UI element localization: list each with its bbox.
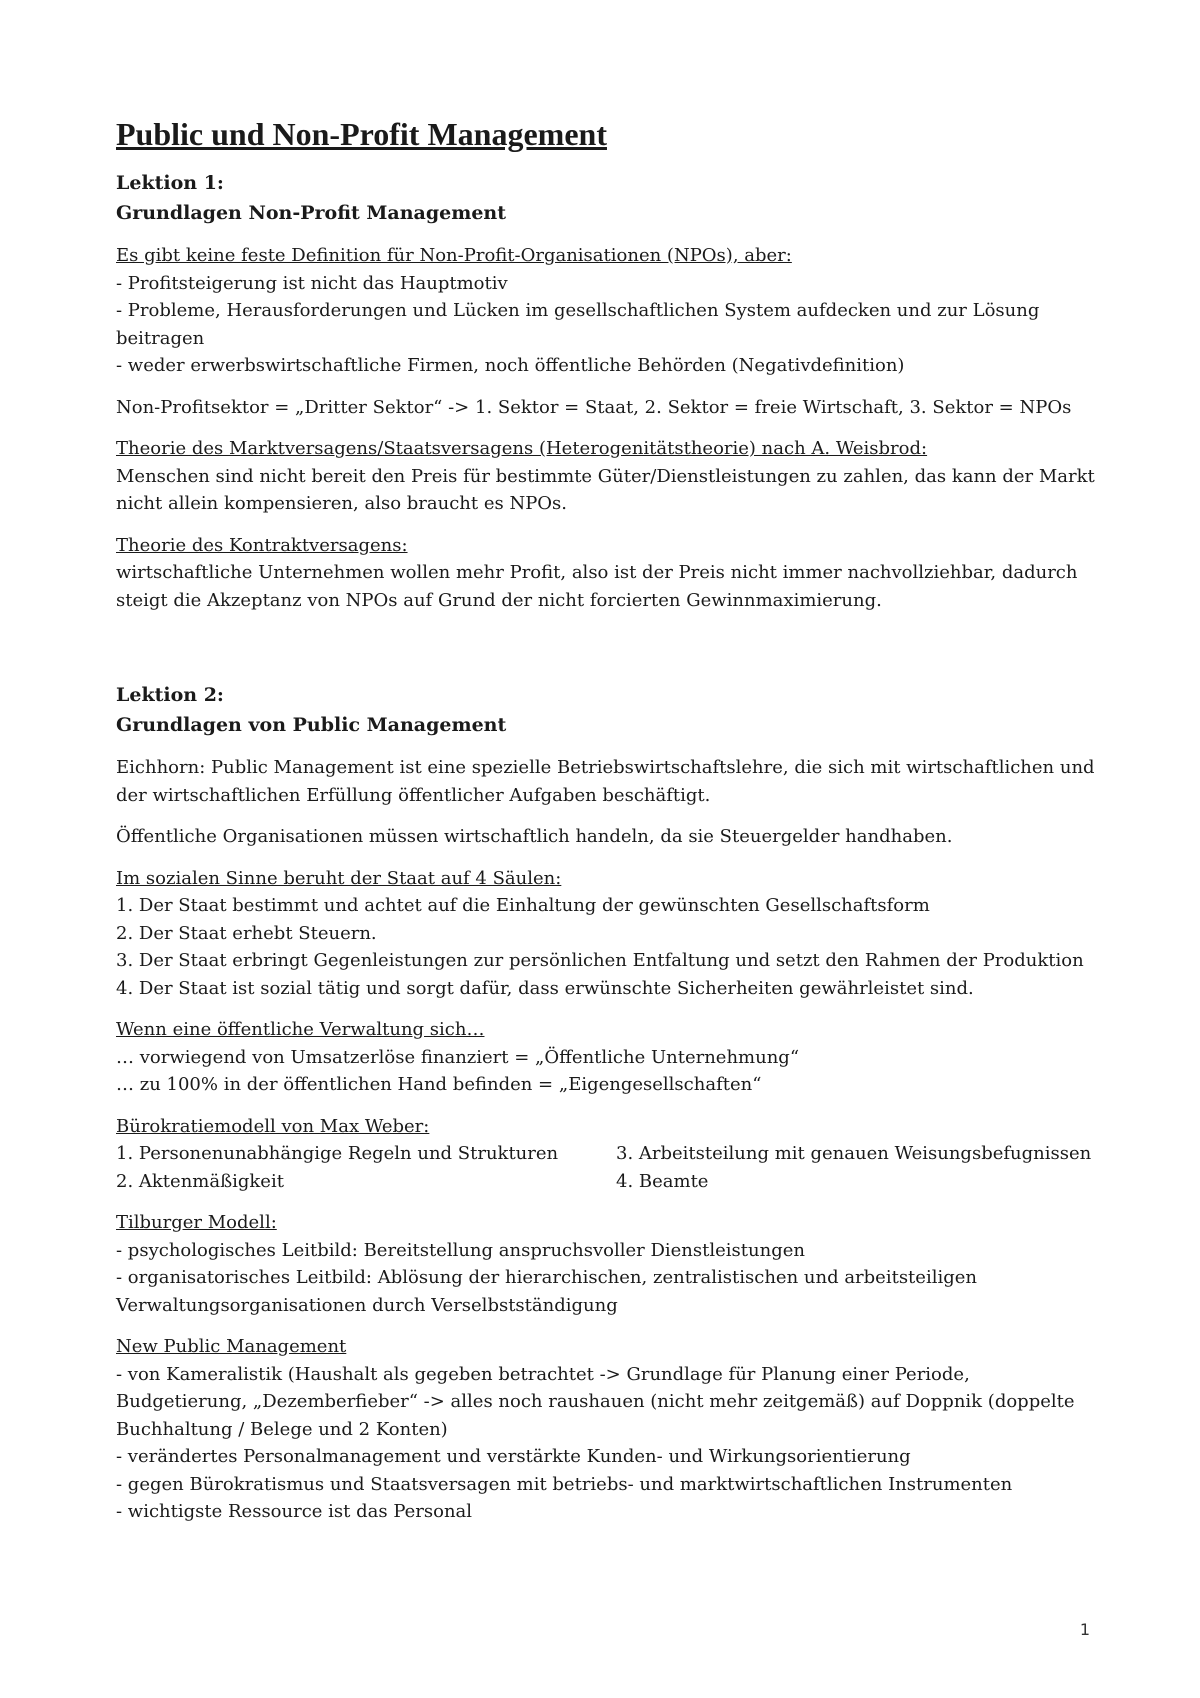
weber-item: 4. Beamte: [616, 1170, 709, 1192]
eichhorn-block: [116, 754, 1106, 809]
admin-heading: Wenn eine öffentliche Verwaltung sich…: [116, 1019, 485, 1040]
weber-block: [116, 1113, 1106, 1196]
pillar-item: 3. Der Staat erbringt Gegenleistungen zur persönlichen Entfaltung und setzt den Rahmen der Produktion: [116, 950, 1084, 971]
sector-block: [116, 394, 1106, 422]
sector-line: Non-Profitsektor = „Dritter Sektor“ -> 1. Sektor = Staat, 2. Sektor = freie Wirtschaft, 3. Sektor = NPOs: [116, 396, 1072, 418]
page-number: 1: [1079, 1620, 1090, 1639]
section-spacer: [116, 628, 1106, 680]
tilburg-line: - psychologisches Leitbild: Bereitstellung anspruchsvoller Dienstleistungen: [116, 1239, 805, 1261]
npm-block: [116, 1333, 1106, 1526]
definition-line: - Profitsteigerung ist nicht das Hauptmotiv: [116, 272, 508, 294]
lesson-subtitle: Grundlagen von Public Management: [116, 714, 507, 736]
definition-block: [116, 242, 1106, 380]
tilburg-block: [116, 1209, 1106, 1319]
admin-line: … zu 100% in der öffentlichen Hand befinden = „Eigengesellschaften“: [116, 1074, 762, 1095]
eichhorn-text: Eichhorn: Public Management ist eine spezielle Betriebswirtschaftslehre, die sich mit wirtschaftlichen und der wirtschaftlichen Erfüllung öffentlicher Aufgaben beschäftigt.: [116, 757, 1095, 806]
contract-failure-text: wirtschaftliche Unternehmen wollen mehr Profit, also ist der Preis nicht immer nachvollziehbar, dadurch steigt die Akzeptanz von NPOs auf Grund der nicht forcierten Gewinnmaximierung.: [116, 562, 1078, 611]
market-failure-heading: Theorie des Marktversagens/Staatsversagens (Heterogenitätstheorie) nach A. Weisbrod:: [116, 438, 928, 459]
contract-failure-heading: Theorie des Kontraktversagens:: [116, 534, 408, 556]
weber-item: 3. Arbeitsteilung mit genauen Weisungsbefugnissen: [616, 1143, 1092, 1164]
pillars-heading: Im sozialen Sinne beruht der Staat auf 4 Säulen:: [116, 867, 562, 889]
weber-item: 2. Aktenmäßigkeit: [116, 1170, 284, 1192]
weber-items-grid: [116, 1140, 1106, 1195]
definition-heading: Es gibt keine feste Definition für Non-Profit-Organisationen (NPOs), aber:: [116, 245, 792, 266]
lesson-subtitle: Grundlagen Non-Profit Management: [116, 202, 507, 224]
market-failure-block: [116, 435, 1106, 518]
lesson-label: Lektion 1:: [116, 172, 224, 194]
npm-line: - wichtigste Ressource ist das Personal: [116, 1501, 473, 1522]
admin-line: … vorwiegend von Umsatzerlöse finanziert = „Öffentliche Unternehmung“: [116, 1046, 800, 1068]
document-title: Public und Non-Profit Management: [116, 116, 607, 152]
market-failure-text: Menschen sind nicht bereit den Preis für bestimmte Güter/Dienstleistungen zu zahlen, das kann der Markt nicht allein kompensieren, also braucht es NPOs.: [116, 465, 1095, 514]
pillar-item: 2. Der Staat erhebt Steuern.: [116, 922, 377, 944]
public-orgs-block: [116, 823, 1106, 851]
admin-block: [116, 1016, 1106, 1099]
page-content: [116, 114, 1106, 1540]
definition-line: - weder erwerbswirtschaftliche Firmen, noch öffentliche Behörden (Negativdefinition): [116, 355, 905, 376]
contract-failure-block: [116, 532, 1106, 615]
lesson-2-heading: [116, 680, 1106, 740]
pillar-item: 4. Der Staat ist sozial tätig und sorgt dafür, dass erwünschte Sicherheiten gewährleistet sind.: [116, 977, 974, 999]
lesson-label: Lektion 2:: [116, 684, 224, 706]
weber-heading: Bürokratiemodell von Max Weber:: [116, 1115, 430, 1137]
tilburg-heading: Tilburger Modell:: [116, 1212, 277, 1233]
definition-line: - Probleme, Herausforderungen und Lücken im gesellschaftlichen System aufdecken und zur Lösung beitragen: [116, 300, 1040, 349]
npm-line: - verändertes Personalmanagement und verstärkte Kunden- und Wirkungsorientierung: [116, 1446, 911, 1467]
pillars-block: [116, 865, 1106, 1003]
lesson-1-heading: [116, 168, 1106, 228]
public-orgs-text: Öffentliche Organisationen müssen wirtschaftlich handeln, da sie Steuergelder handhaben.: [116, 826, 953, 847]
npm-line: - gegen Bürokratismus und Staatsversagen mit betriebs- und marktwirtschaftlichen Instrumenten: [116, 1473, 1013, 1495]
npm-heading: New Public Management: [116, 1336, 347, 1357]
pillar-item: 1. Der Staat bestimmt und achtet auf die Einhaltung der gewünschten Gesellschaftsform: [116, 895, 930, 916]
tilburg-line: - organisatorisches Leitbild: Ablösung der hierarchischen, zentralistischen und arbeitsteiligen Verwaltungsorganisationen durch Verselbstständigung: [116, 1267, 977, 1316]
npm-line: - von Kameralistik (Haushalt als gegeben betrachtet -> Grundlage für Planung einer Periode, Budgetierung, „Dezemberfieber“ -> alles noch raushauen (nicht mehr zeitgemäß) auf Doppnik (doppelte Buchhaltung / Belege und 2 Konten): [116, 1363, 1075, 1440]
weber-item: 1. Personenunabhängige Regeln und Strukturen: [116, 1143, 559, 1164]
